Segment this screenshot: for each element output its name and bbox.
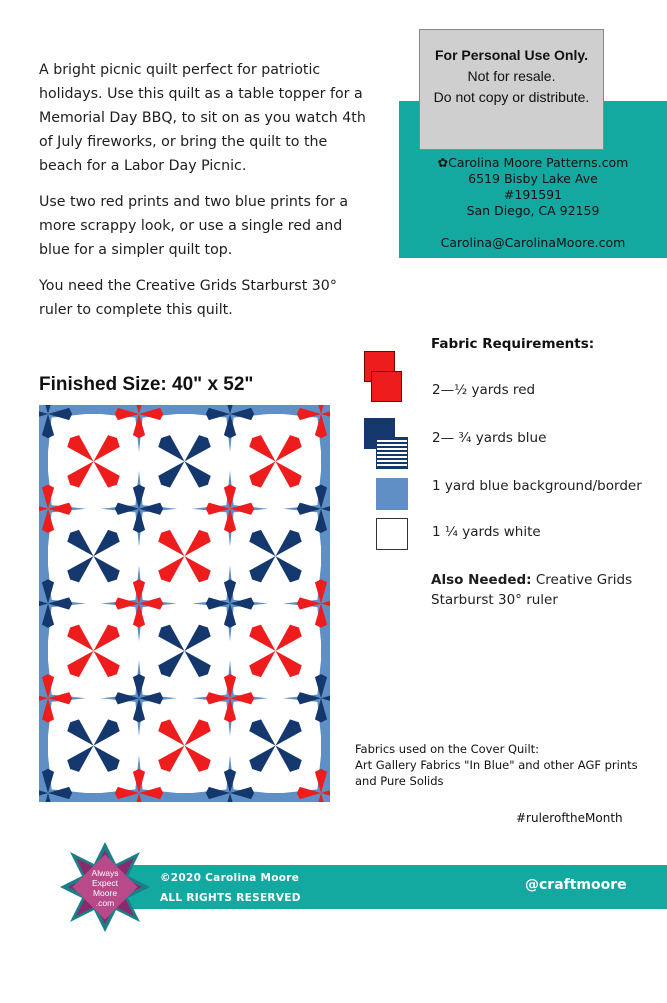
contact-address bbox=[399, 155, 667, 251]
fabric-requirements-title: Fabric Requirements: bbox=[431, 336, 595, 352]
intro-paragraph-3: You need the Creative Grids Starburst 30° ruler to complete this quilt. bbox=[39, 278, 337, 318]
address-city: San Diego, CA 92159 bbox=[466, 203, 600, 218]
intro-text bbox=[39, 58, 369, 334]
also-needed bbox=[431, 570, 661, 610]
also-needed-label: Also Needed: bbox=[431, 572, 532, 588]
lightblue-swatch bbox=[376, 478, 408, 510]
rights-text: ALL RIGHTS RESERVED bbox=[160, 892, 301, 904]
footer-copyright bbox=[160, 868, 301, 908]
intro-paragraph-2: Use two red prints and two blue prints for a more scrappy look, or use a single red and blue for a simpler quilt top. bbox=[39, 194, 349, 258]
fabric-item-background: 1 yard blue background/border bbox=[432, 478, 642, 494]
hashtag[interactable]: #ruleroftheMonth bbox=[516, 811, 623, 825]
logo-text-2: Expect bbox=[92, 878, 118, 888]
fabric-item-white: 1 ¼ yards white bbox=[432, 524, 541, 540]
finished-size-heading: Finished Size: 40" x 52" bbox=[39, 374, 254, 395]
flower-icon: ✿ bbox=[437, 155, 449, 170]
fabrics-used-line-2: Art Gallery Fabrics "In Blue" and other AGF prints and Pure Solids bbox=[355, 758, 638, 788]
notice-title: For Personal Use Only. bbox=[434, 47, 588, 63]
logo-text-1: Always bbox=[91, 868, 119, 878]
also-needed-text: Creative Grids Starburst 30° ruler bbox=[431, 572, 633, 608]
company-name: Carolina Moore Patterns.com bbox=[448, 155, 629, 170]
fabric-item-blue: 2— ¾ yards blue bbox=[432, 430, 547, 446]
white-swatch bbox=[376, 518, 408, 550]
notice-line-2: Do not copy or distribute. bbox=[433, 89, 590, 105]
quilt-background bbox=[48, 414, 321, 793]
striped-swatch bbox=[376, 437, 408, 469]
fabric-item-red: 2—½ yards red bbox=[432, 382, 536, 398]
address-unit: #191591 bbox=[503, 187, 563, 202]
logo-text-3: Moore bbox=[92, 888, 118, 898]
always-expect-moore-logo bbox=[60, 842, 150, 932]
copyright-text: ©2020 Carolina Moore bbox=[160, 872, 300, 884]
contact-email[interactable]: Carolina@CarolinaMoore.com bbox=[440, 235, 626, 250]
personal-use-notice bbox=[419, 29, 604, 150]
fabrics-used-line-1: Fabrics used on the Cover Quilt: bbox=[355, 742, 540, 756]
red-swatch-front bbox=[371, 371, 402, 402]
address-street: 6519 Bisby Lake Ave bbox=[468, 171, 598, 186]
fabrics-used-note bbox=[355, 741, 655, 789]
quilt-illustration bbox=[39, 405, 330, 802]
intro-paragraph-1: A bright picnic quilt perfect for patriotic holidays. Use this quilt as a table topper for a Memorial Day BBQ, to sit on as you watch 4th of July fireworks, or bring the quilt to the beach for a Labor Day Picnic. bbox=[39, 62, 366, 174]
social-handle[interactable]: @craftmoore bbox=[525, 877, 627, 893]
logo-text-4: .com bbox=[95, 898, 115, 908]
notice-line-1: Not for resale. bbox=[467, 68, 556, 84]
